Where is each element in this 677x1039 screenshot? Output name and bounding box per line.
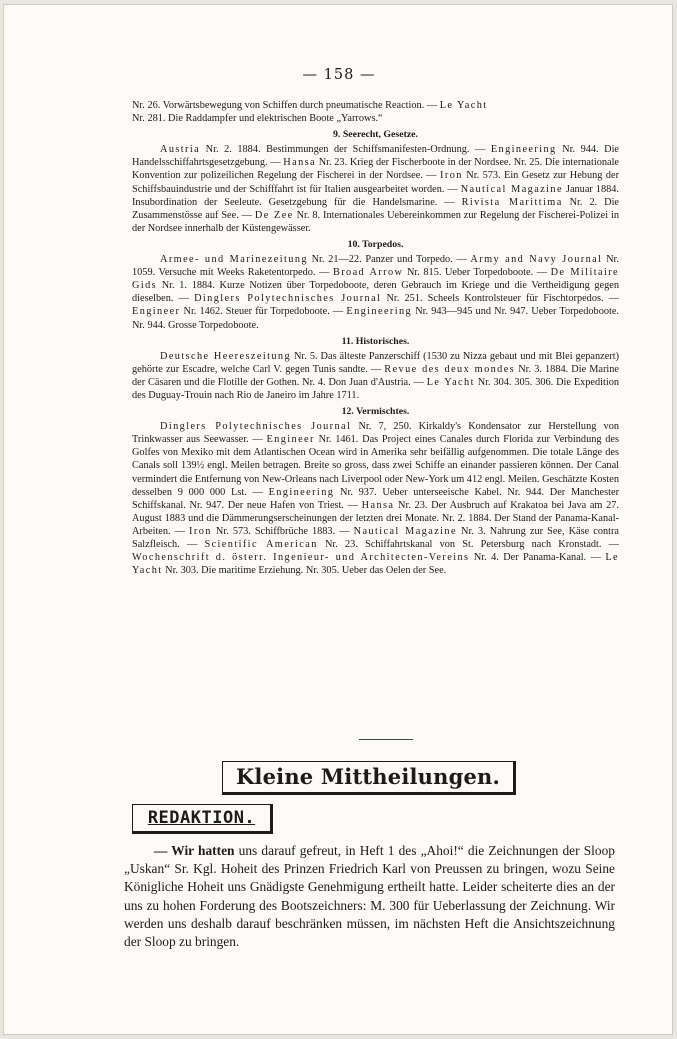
entry-text: Nr. 573. Ein Gesetz zur Hebung der Schiffsbauindustrie und der Schifffahrt ist für Italien ausgearbeitet worden. — [132,170,619,195]
entry-text: Januar 1884. Insubordination der Seeleute. Gesetzgebung für die Handelsmarine. — [132,183,619,208]
page-number: — 158 — [302,67,376,83]
journal-name: Nautical Magazine [353,525,457,537]
section-divider [359,739,413,740]
entry-text: Nr. 4. Der Panama-Kanal. — [469,552,606,564]
intro-line1: Nr. 26. Vorwärtsbewegung von Schiffen durch pneumatische Reaction. — [132,100,440,111]
entry-text: Nr. 23. Schiffahrtskanal von St. Petersburg nach Kronstadt. — [317,539,619,550]
journal-name: De Militaire Gids [132,267,619,292]
journal-name: De Zee [254,209,294,221]
redaktion-label: REDAKTION. [132,804,273,834]
entry-text: Nr. 8. Internationales Uebereinkommen zur Regelung der Fischerei-Polizei in der Nordsee innerhalb der Küstengewässer. [132,209,619,234]
journal-name: Nautical Magazine [460,183,563,195]
entry-text: Nr. 5. Das älteste Panzerschiff (1530 zu Nizza gebaut und mit Blei gepanzert) gehörte zur Escadre, welche Carl V. gegen Tunis sandte. — [132,350,620,375]
notice-block [124,842,615,951]
entry-text: Nr. 304. 305. 306. Die Expedition des Duguay-Trouin nach Rio de Janeiro im Jahre 1711. [132,376,620,401]
section-heading: 11. Historisches. [341,335,410,347]
section-heading: 12. Vermischtes. [341,406,410,418]
section-seerecht [132,128,619,235]
entry-text: Nr. 1461. Das Project eines Canales durch Florida zur Verbindung des Golfes von Mexiko mit dem Atlantischen Ocean wird in Amerika sehr beifällig aufgenommen. Die totale Länge des Canals soll 139½ engl. Meilen betragen. Breite so gross, dass zwei Schiffe an einander passieren können. Der Canal vermindert die Entfernung von New-Orleans nach Liverpool oder New-York um 412 engl. Meilen. Geschätzte Kosten desselben 9 000 000 Lst. — [132,434,619,498]
journal-name: Revue des deux mondes [384,363,516,375]
section-historisches [132,335,619,402]
entry-text: Nr. 937. Ueber unterseeische Kabel. Nr. 944. Der Manchester Schiffskanal. Nr. 947. Der neue Hafen von Triest. — [132,486,619,511]
section-paragraph [132,350,619,402]
notice-text: uns darauf gefreut, in Heft 1 des „Ahoi!“ die Zeichnungen der Sloop „Uskan“ Sr. Kgl. Hoheit des Prinzen Friedrich Karl von Preussen zu bringen, wozu Seine Königliche Hoheit uns Gnädigste Genehmigung ertheilt hatte. Leider scheiterte dies an der uns zu hohen Forderung des Bootszeichners: M. 300 für Ueberlassung der Zeichnung. Wir werden uns deshalb darauf beschränken müssen, im nächsten Heft die Ansichtszeichnung der Sloop zu bringen. [124,843,615,950]
entry-text: Nr. 251. Scheels Kontrolsteuer für Fischtorpedos. — [381,293,620,305]
section-paragraph [132,420,619,577]
journal-name: Broad Arrow [332,267,404,279]
section-heading: 10. Torpedos. [347,238,404,250]
journal-name: Scientific American [204,539,318,550]
entry-text: Nr. 23. Krieg der Fischerboote in der Nordsee. Nr. 25. Die internationale Konvention zur polizeilichen Regelung der Fischerei in der Nordsee. — [132,157,620,182]
notice-paragraph [124,842,615,951]
section-paragraph [132,253,619,332]
journal-name: Engineer [266,434,315,446]
journal-name: Dinglers Polytechnisches Journal [160,421,352,433]
journal-name: Austria [160,144,201,156]
entry-text: Nr. 815. Ueber Torpedoboote. — [403,267,551,279]
bibliography-block [132,99,619,577]
journal-name: Dinglers Polytechnisches Journal [194,293,382,305]
entry-text: Nr. 2. Die Zusammenstösse auf See. — [132,196,619,221]
entry-text: Nr. 23. Der Ausbruch auf Krakatoa bei Java am 27. August 1883 und die Dämmerungserscheinungen der letzten drei Monate. Nr. 2. 1884. Der Stand der Panama-Kanal-Arbeiten. — [132,499,619,537]
journal-name: Armee- und Marinezeitung [160,254,308,266]
section-heading: 9. Seerecht, Gesetze. [333,129,418,141]
journal-name: Rivista Marittima [461,196,563,208]
intro-paragraph [132,99,619,125]
entry-text: Nr. 1. 1884. Kurze Notizen über Torpedoboote, deren Gebrauch im Kriege und die Vertheidigung gegen dieselben. — [132,280,619,305]
entry-text: Nr. 1462. Steuer für Torpedoboote. — [180,306,347,318]
entry-text: Nr. 573. Schiffbrüche 1883. — [211,525,354,537]
journal-name: Deutsche Heereszeitung [160,350,291,362]
journal-name: Engineering [490,144,557,156]
notice-lead: — Wir hatten [154,843,235,858]
kleine-mittheilungen-title: Kleine Mittheilungen. [222,761,516,795]
entry-text: Nr. 2. 1884. Bestimmungen der Schiffsmanifesten-Ordnung. — [200,144,491,156]
journal-name: Hansa [361,499,395,511]
section-vermischtes [132,405,619,577]
entry-text: Nr. 7, 250. Kirkaldy's Kondensator zur Herstellung von Trinkwasser aus Seewasser. — [132,421,620,446]
entry-text: Nr. 944. Die Handelsschiffahrtsgesetzgebung. — [132,144,620,169]
intro-line2: Nr. 281. Die Raddampfer und elektrischen Boote „Yarrows.“ [132,113,383,125]
journal-name: Engineering [346,306,413,318]
journal-name: Engineer [132,306,181,318]
intro-line1-journal: Le Yacht [439,100,488,111]
entry-text: Nr. 943—945 und Nr. 947. Ueber Torpedoboote. Nr. 944. Grosse Torpedoboote. [132,306,619,331]
journal-name: Hansa [283,157,317,169]
journal-name: Engineering [268,486,335,498]
journal-name: Iron [189,525,212,537]
journal-name: Wochenschrift d. österr. Ingenieur- und Architecten-Vereins [132,552,470,564]
section-torpedos [132,238,619,332]
entry-text: Nr. 303. Die maritime Erziehung. Nr. 305. Ueber das Oelen der See. [162,565,447,577]
entry-text: Nr. 3. 1884. Die Marine der Cäsaren und die Flotille der Gothen. Nr. 4. Don Juan d'Austria. — [132,363,620,388]
journal-name: Army and Navy Journal [470,254,603,266]
entry-text: Nr. 21—22. Panzer und Torpedo. — [307,254,471,266]
section-paragraph [132,143,619,235]
journal-name: Iron [440,170,463,182]
journal-name: Le Yacht [132,552,619,577]
entry-text: Nr. 1059. Versuche mit Weeks Raketentorpedo. — [132,254,619,279]
page-sheet [3,4,673,1035]
entry-text: Nr. 3. Nahrung zur See, Käse contra Salzfleisch. — [132,525,620,550]
journal-name: Le Yacht [426,376,475,388]
